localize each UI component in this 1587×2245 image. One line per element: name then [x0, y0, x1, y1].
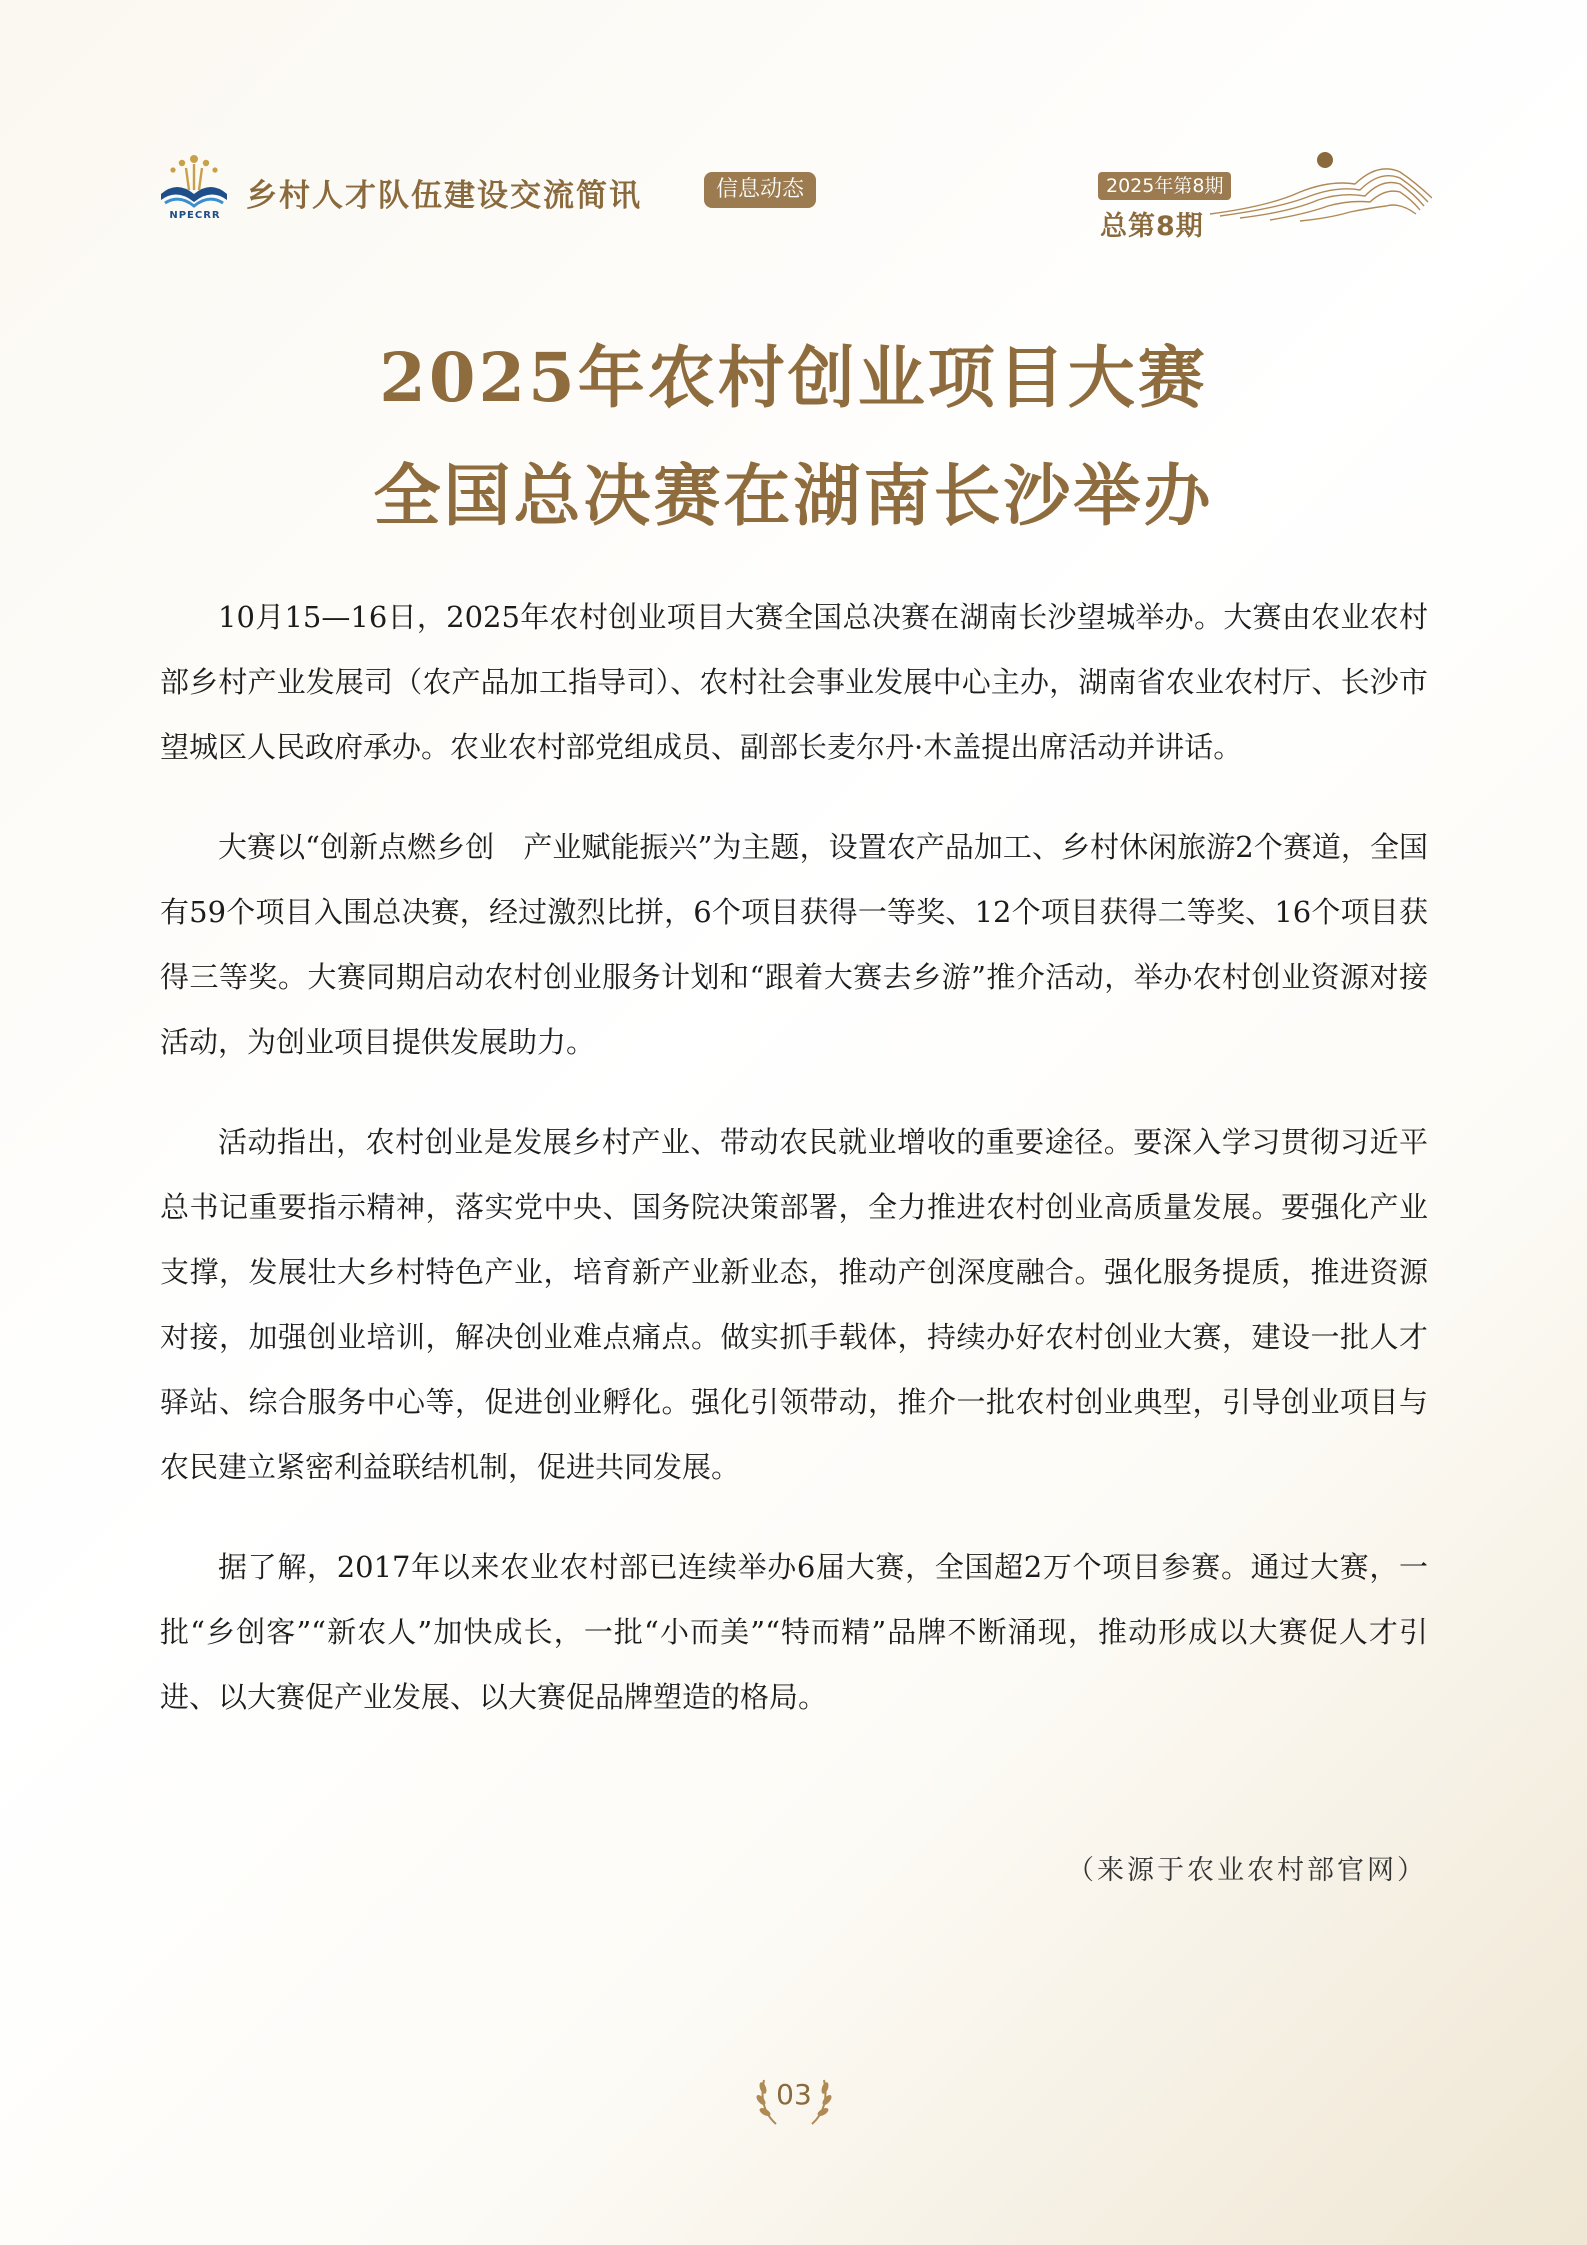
publication-name: 乡村人才队伍建设交流简讯 — [246, 178, 642, 214]
mountain-decoration-icon — [1210, 142, 1432, 222]
article-body — [160, 585, 1428, 1765]
section-badge: 信息动态 — [704, 172, 816, 208]
article-paragraph: 大赛以“创新点燃乡创 产业赋能振兴”为主题，设置农产品加工、乡村休闲旅游2个赛道，全国有59个项目入围总决赛，经过激烈比拼，6个项目获得一等奖、12个项目获得二等奖、16个项目获得三等奖。大赛同期启动农村创业服务计划和“跟着大赛去乡游”推介活动，举办农村创业资源对接活动，为创业项目提供发展助力。 — [160, 830, 1428, 1059]
article-paragraph: 10月15—16日，2025年农村创业项目大赛全国总决赛在湖南长沙望城举办。大赛由农业农村部乡村产业发展司（农产品加工指导司）、农村社会事业发展中心主办，湖南省农业农村厅、长沙市望城区人民政府承办。农业农村部党组成员、副部长麦尔丹·木盖提出席活动并讲话。 — [160, 600, 1428, 764]
article-source: （来源于农业农村部官网） — [1067, 1855, 1427, 1886]
issue-total: 总第8期 — [1100, 211, 1204, 242]
article-paragraph: 活动指出，农村创业是发展乡村产业、带动农民就业增收的重要途径。要深入学习贯彻习近平总书记重要指示精神，落实党中央、国务院决策部署，全力推进农村创业高质量发展。要强化产业支撑，发展壮大乡村特色产业，培育新产业新业态，推动产创深度融合。强化服务提质，推进资源对接，加强创业培训，解决创业难点痛点。做实抓手载体，持续办好农村创业大赛，建设一批人才驿站、综合服务中心等，促进创业孵化。强化引领带动，推介一批农村创业典型，引导创业项目与农民建立紧密利益联结机制，促进共同发展。 — [160, 1125, 1428, 1484]
article-title-line2: 全国总决赛在湖南长沙举办 — [373, 456, 1214, 535]
article-title-line1: 2025年农村创业项目大赛 — [379, 338, 1208, 417]
logo-text: NPECRR — [169, 210, 221, 221]
issue-label: 2025年第8期 — [1098, 172, 1231, 200]
page-header — [0, 0, 1587, 260]
page-number-badge — [746, 2062, 842, 2132]
page-number: 03 — [776, 2078, 812, 2111]
article-paragraph: 据了解，2017年以来农业农村部已连续举办6届大赛，全国超2万个项目参赛。通过大赛，一批“乡创客”“新农人”加快成长，一批“小而美”“特而精”品牌不断涌现，推动形成以大赛促人才引进、以大赛促产业发展、以大赛促品牌塑造的格局。 — [160, 1550, 1428, 1714]
